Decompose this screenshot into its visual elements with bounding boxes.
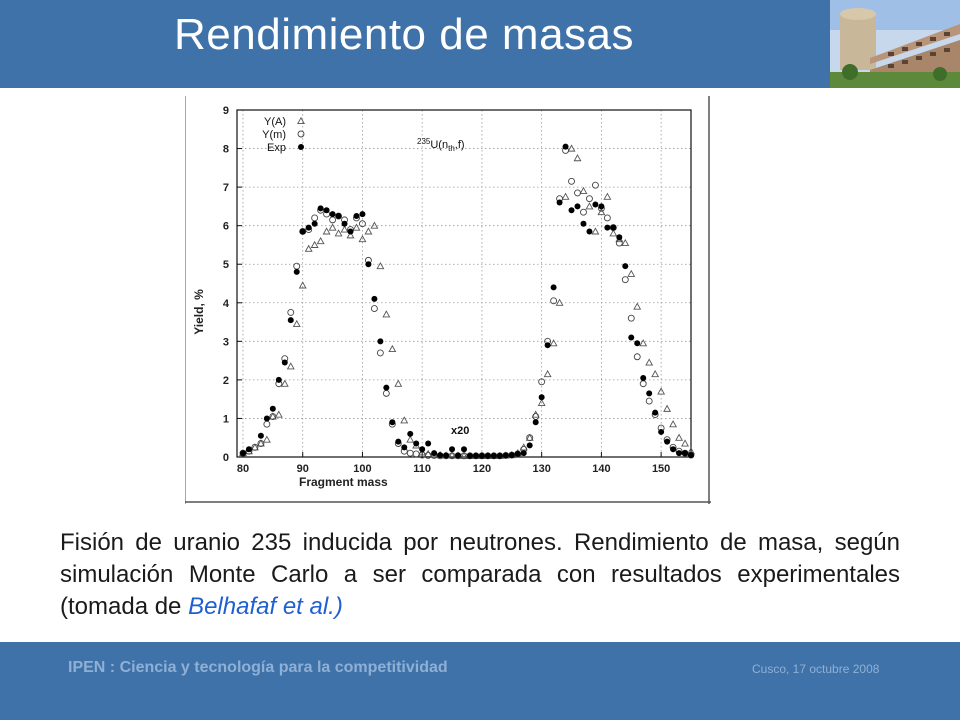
x-axis-label: Fragment mass <box>299 475 388 489</box>
data-point <box>246 446 252 452</box>
data-point <box>330 211 336 217</box>
data-point <box>306 225 312 231</box>
y-tick-label: 2 <box>222 374 229 387</box>
data-point <box>419 446 425 452</box>
x-tick-label: 80 <box>236 463 250 475</box>
data-point <box>533 419 539 425</box>
y-axis-label: Yield, % <box>192 289 206 335</box>
data-point <box>389 419 395 425</box>
data-point <box>676 450 682 456</box>
scale-annotation: x20 <box>451 425 470 437</box>
caption-citation: Belhafaf et al.) <box>188 593 343 620</box>
data-point <box>575 203 581 209</box>
data-point <box>491 453 497 459</box>
data-point <box>664 439 670 445</box>
data-point <box>545 342 551 348</box>
data-point <box>258 433 264 439</box>
caption-text: Fisión de uranio 235 inducida por neutrones. Rendimiento de masa, según simulación Monte Carlo a ser comparada con resultados experimentales (tomada de <box>60 529 900 620</box>
legend-label: Exp <box>267 142 286 154</box>
data-point <box>431 450 437 456</box>
data-point <box>622 263 628 269</box>
data-point <box>497 453 503 459</box>
y-tick-label: 0 <box>222 452 229 464</box>
data-point <box>527 442 533 448</box>
reaction-isotope: 235 <box>417 137 431 146</box>
data-point <box>515 451 521 457</box>
data-point <box>658 429 664 435</box>
data-point <box>413 441 419 447</box>
data-point <box>479 453 485 459</box>
data-point <box>437 452 443 458</box>
data-point <box>348 228 354 234</box>
y-tick-label: 5 <box>222 259 229 272</box>
data-point <box>425 441 431 447</box>
data-point <box>551 284 557 290</box>
title-bar <box>0 0 960 88</box>
data-point <box>270 406 276 412</box>
data-point <box>401 444 407 450</box>
y-tick-label: 1 <box>222 413 229 426</box>
data-point <box>359 211 365 217</box>
data-point <box>485 453 491 459</box>
y-tick-label: 3 <box>222 336 229 349</box>
data-point <box>521 450 527 456</box>
data-point <box>461 446 467 452</box>
data-point <box>563 144 569 150</box>
data-point <box>383 385 389 391</box>
yield-chart-svg <box>185 96 711 504</box>
slide-title: Rendimiento de masas <box>174 10 635 59</box>
data-point <box>682 450 688 456</box>
y-tick-label: 6 <box>222 220 229 233</box>
data-point <box>324 207 330 213</box>
data-point <box>371 296 377 302</box>
reaction-tail: ,f) <box>454 139 465 151</box>
data-point <box>539 394 545 400</box>
y-tick-label: 4 <box>222 297 229 310</box>
x-tick-label: 140 <box>592 463 611 475</box>
data-point <box>449 446 455 452</box>
data-point <box>604 225 610 231</box>
data-point <box>586 228 592 234</box>
footer-institution: IPEN : Ciencia y tecnología para la competitividad <box>68 659 448 676</box>
x-tick-label: 90 <box>296 463 309 475</box>
y-tick-label: 7 <box>222 182 229 195</box>
data-point <box>264 415 270 421</box>
data-point <box>509 452 515 458</box>
x-tick-label: 120 <box>472 463 492 475</box>
data-point <box>365 261 371 267</box>
data-point <box>628 334 634 340</box>
data-point <box>670 446 676 452</box>
data-point <box>282 360 288 366</box>
data-point <box>503 452 509 458</box>
data-point <box>276 377 282 383</box>
data-point <box>557 200 563 206</box>
y-tick-label: 8 <box>222 143 229 156</box>
data-point <box>240 450 246 456</box>
data-point <box>688 452 694 458</box>
data-point <box>300 228 306 234</box>
data-point <box>455 452 461 458</box>
data-point <box>342 221 348 227</box>
data-point <box>336 213 342 219</box>
footer-date: Cusco, 17 octubre 2008 <box>752 662 880 676</box>
data-point <box>294 269 300 275</box>
data-point <box>473 453 479 459</box>
data-point <box>395 439 401 445</box>
legend-label: Y(m) <box>262 129 286 141</box>
data-point <box>598 203 604 209</box>
building-photo <box>830 0 960 88</box>
reaction-symbol: U(n <box>430 139 449 151</box>
y-tick-label: 9 <box>222 105 229 117</box>
yield-chart <box>185 96 711 504</box>
data-point <box>646 390 652 396</box>
data-point <box>616 234 622 240</box>
slide-caption <box>60 527 900 623</box>
x-tick-label: 100 <box>353 463 372 475</box>
data-point <box>610 225 616 231</box>
data-point <box>640 375 646 381</box>
data-point <box>443 452 449 458</box>
x-tick-label: 150 <box>651 463 671 475</box>
data-point <box>353 213 359 219</box>
legend-marker <box>298 144 304 150</box>
data-point <box>580 221 586 227</box>
footer-bar <box>0 642 960 720</box>
data-point <box>652 410 658 416</box>
data-point <box>288 317 294 323</box>
data-point <box>312 221 318 227</box>
legend-label: Y(A) <box>264 116 286 128</box>
data-point <box>592 201 598 207</box>
data-point <box>377 338 383 344</box>
data-point <box>467 453 473 459</box>
reaction-sub: th <box>448 144 455 153</box>
x-tick-label: 130 <box>532 463 551 475</box>
data-point <box>569 207 575 213</box>
x-tick-label: 110 <box>413 463 432 475</box>
data-point <box>634 340 640 346</box>
data-point <box>318 205 324 211</box>
data-point <box>407 431 413 437</box>
